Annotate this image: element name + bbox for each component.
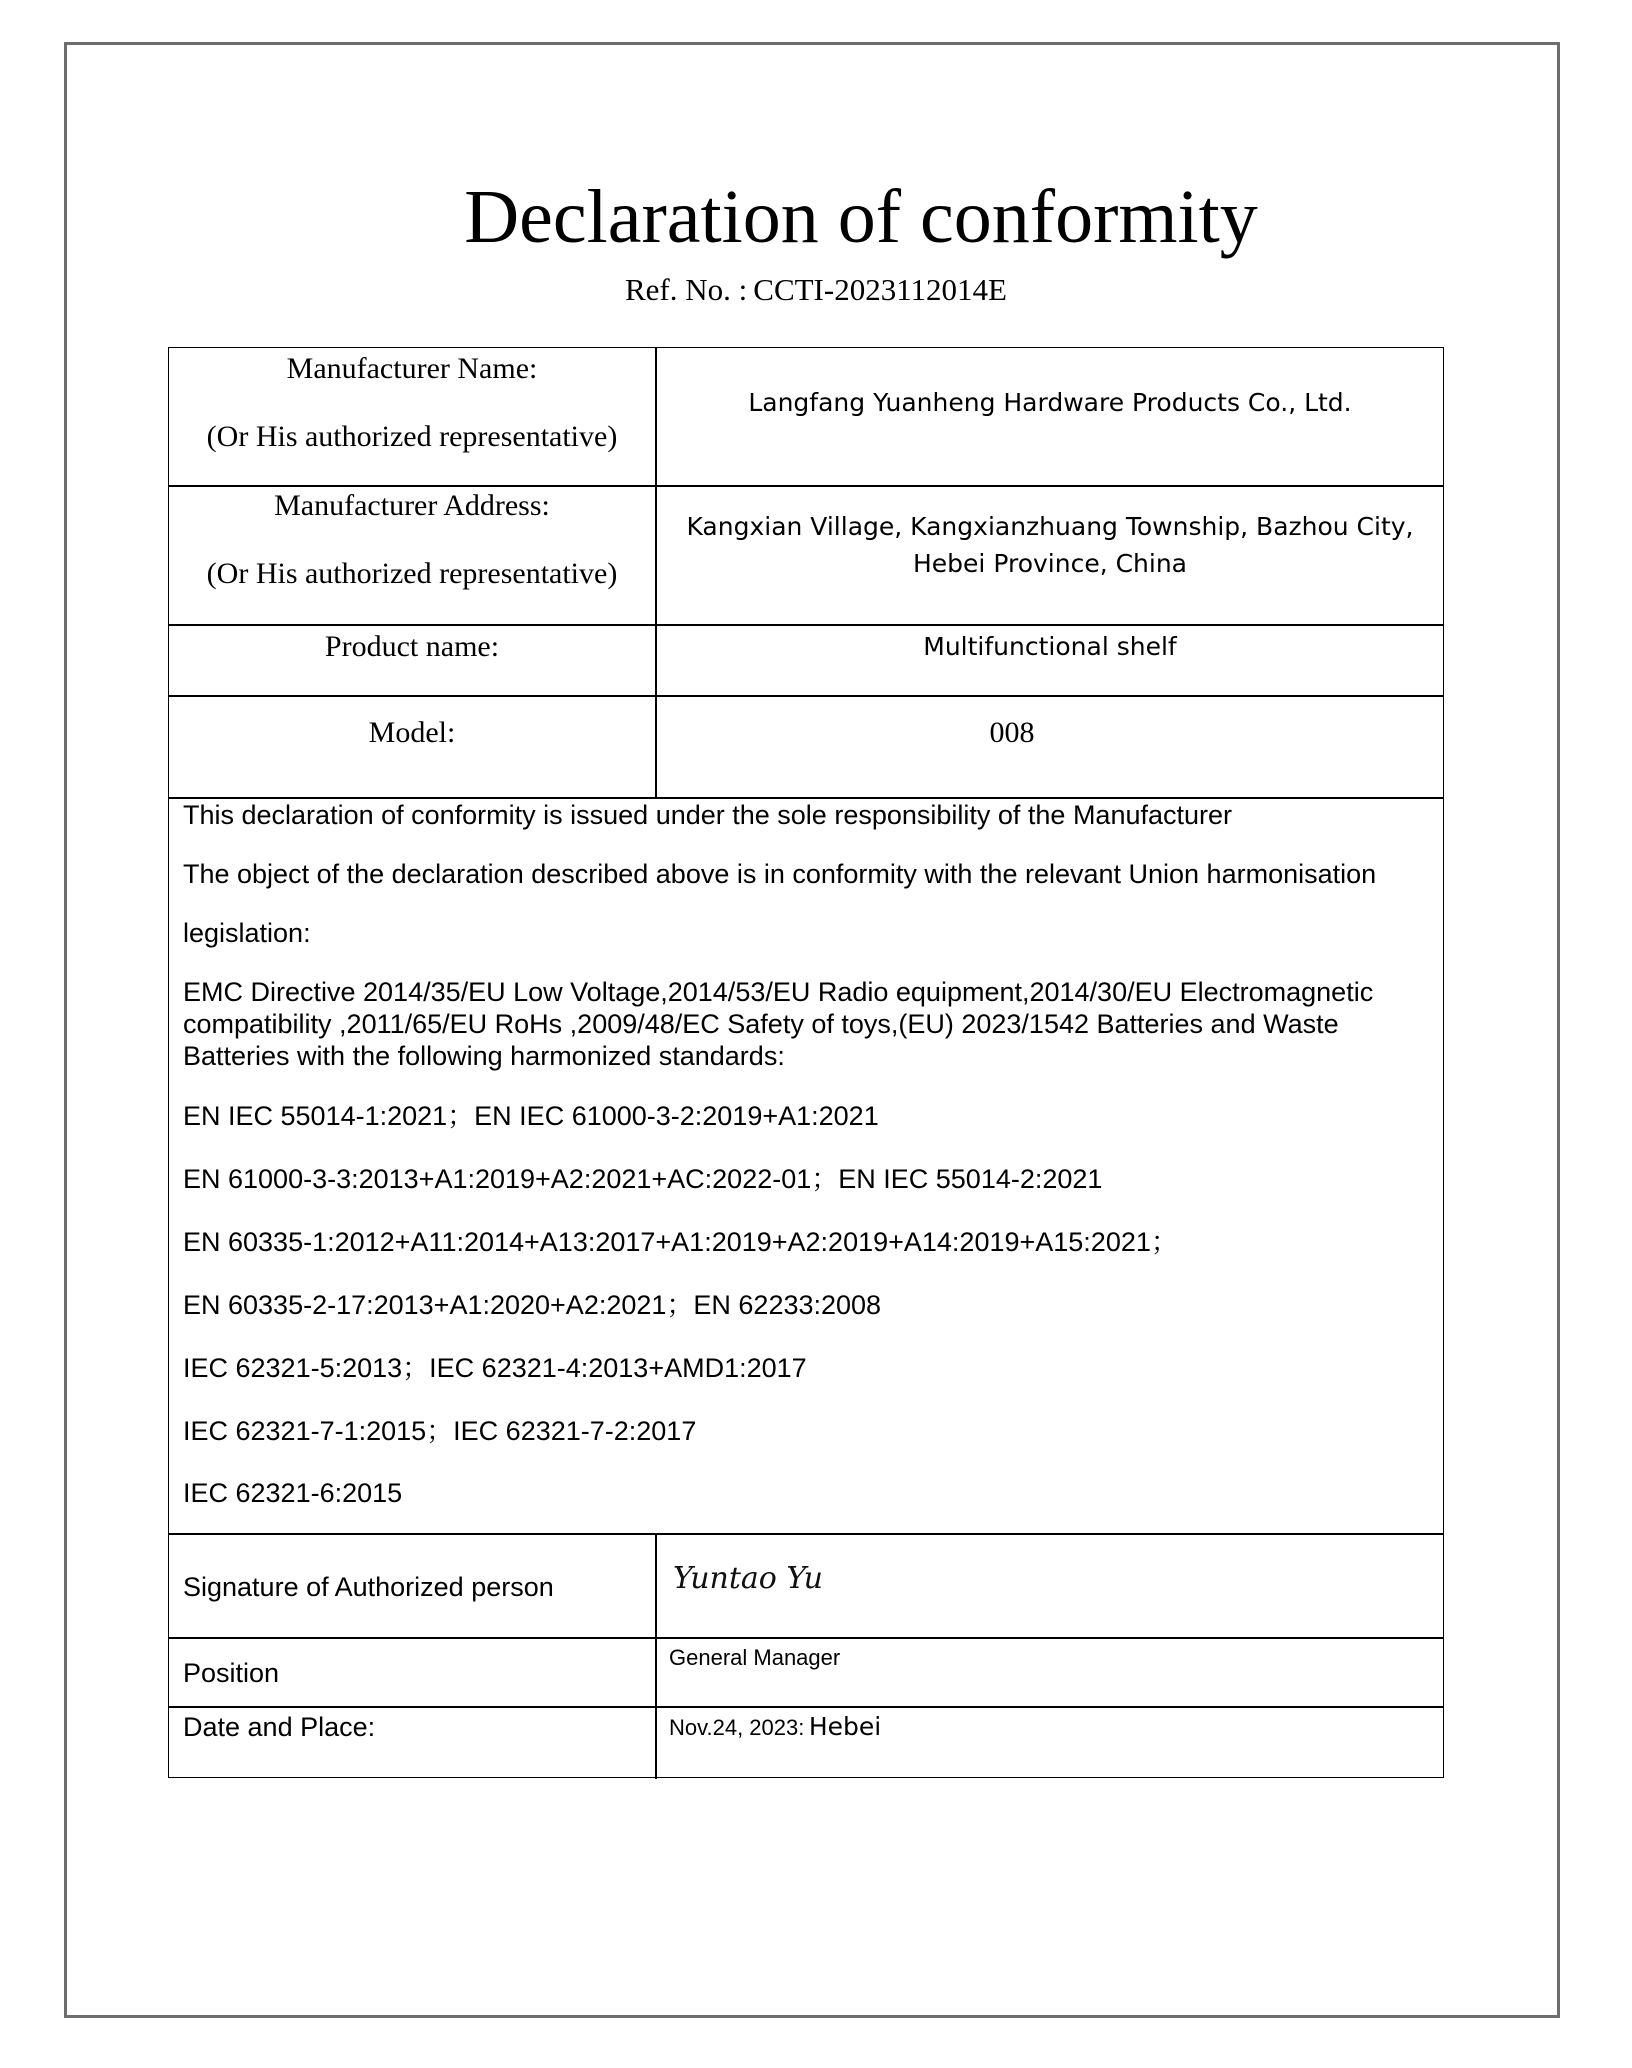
standard-line: EN 60335-1:2012+A11:2014+A13:2017+A1:2019+A2:2019+A14:2019+A15:2021； <box>183 1227 1178 1257</box>
row-divider <box>169 624 1443 626</box>
place-value: Hebei <box>808 1712 882 1741</box>
standard-line: IEC 62321-7-1:2015；IEC 62321-7-2:2017 <box>183 1416 697 1446</box>
standard-line: EN 60335-2-17:2013+A1:2020+A2:2021；EN 62233:2008 <box>183 1290 882 1320</box>
ref-label: Ref. No. : <box>625 272 748 307</box>
date-place-value <box>669 1712 881 1742</box>
standard-line: EN IEC 55014-1:2021；EN IEC 61000-3-2:2019+A1:2021 <box>183 1101 879 1131</box>
manufacturer-name-sublabel: (Or His authorized representative) <box>206 420 618 453</box>
declaration-line-3: legislation: <box>183 918 311 948</box>
ref-value: CCTI-2023112014E <box>753 272 1007 307</box>
signature-label: Signature of Authorized person <box>183 1572 554 1602</box>
address-line-2: Hebei Province, China <box>913 549 1187 578</box>
signature-image <box>669 1548 869 1608</box>
date-place-label: Date and Place: <box>183 1712 376 1742</box>
manufacturer-name-label-cell <box>169 348 655 485</box>
declaration-table <box>168 347 1444 1778</box>
directive-line: EMC Directive 2014/35/EU Low Voltage,2014/53/EU Radio equipment,2014/30/EU Electromagnetic <box>183 977 1374 1007</box>
directive-line: compatibility ,2011/65/EU RoHs ,2009/48/EC Safety of toys,(EU) 2023/1542 Batteries and Waste <box>183 1009 1339 1039</box>
row-divider <box>169 1706 1443 1708</box>
declaration-line-1: This declaration of conformity is issued under the sole responsibility of the Manufacturer <box>183 800 1233 830</box>
standard-line: IEC 62321-5:2013；IEC 62321-4:2013+AMD1:2017 <box>183 1353 807 1383</box>
document-title: Declaration of conformity <box>464 175 1258 259</box>
model-value: 008 <box>989 716 1035 749</box>
row-divider <box>169 695 1443 697</box>
manufacturer-address-label-cell <box>169 487 655 624</box>
address-line-1: Kangxian Village, Kangxianzhuang Township, Bazhou City, <box>686 512 1414 541</box>
model-label: Model: <box>368 716 456 749</box>
directive-line: Batteries with the following harmonized standards: <box>183 1041 785 1071</box>
signature-text: Yuntao Yu <box>673 1561 823 1596</box>
handwritten-signature <box>669 1548 869 1608</box>
reference-number <box>0 270 1632 310</box>
manufacturer-name-value: Langfang Yuanheng Hardware Products Co., Ltd. <box>748 388 1352 417</box>
position-value: General Manager <box>669 1645 841 1670</box>
row-divider <box>169 1533 1443 1535</box>
manufacturer-address-value <box>657 508 1443 582</box>
manufacturer-address-sublabel: (Or His authorized representative) <box>206 557 618 590</box>
product-name-label: Product name: <box>324 630 500 663</box>
standard-line: IEC 62321-6:2015 <box>183 1478 403 1508</box>
date-value: Nov.24, 2023: <box>669 1715 805 1740</box>
row-divider <box>169 1637 1443 1639</box>
position-label: Position <box>183 1658 280 1688</box>
product-name-value: Multifunctional shelf <box>923 632 1177 661</box>
manufacturer-address-label: Manufacturer Address: <box>274 489 550 522</box>
column-divider <box>655 1533 657 1779</box>
declaration-line-2: The object of the declaration described above is in conformity with the relevant Union harmonisation <box>183 859 1377 889</box>
manufacturer-name-label: Manufacturer Name: <box>286 352 538 385</box>
standard-line: EN 61000-3-3:2013+A1:2019+A2:2021+AC:2022-01；EN IEC 55014-2:2021 <box>183 1164 1103 1194</box>
